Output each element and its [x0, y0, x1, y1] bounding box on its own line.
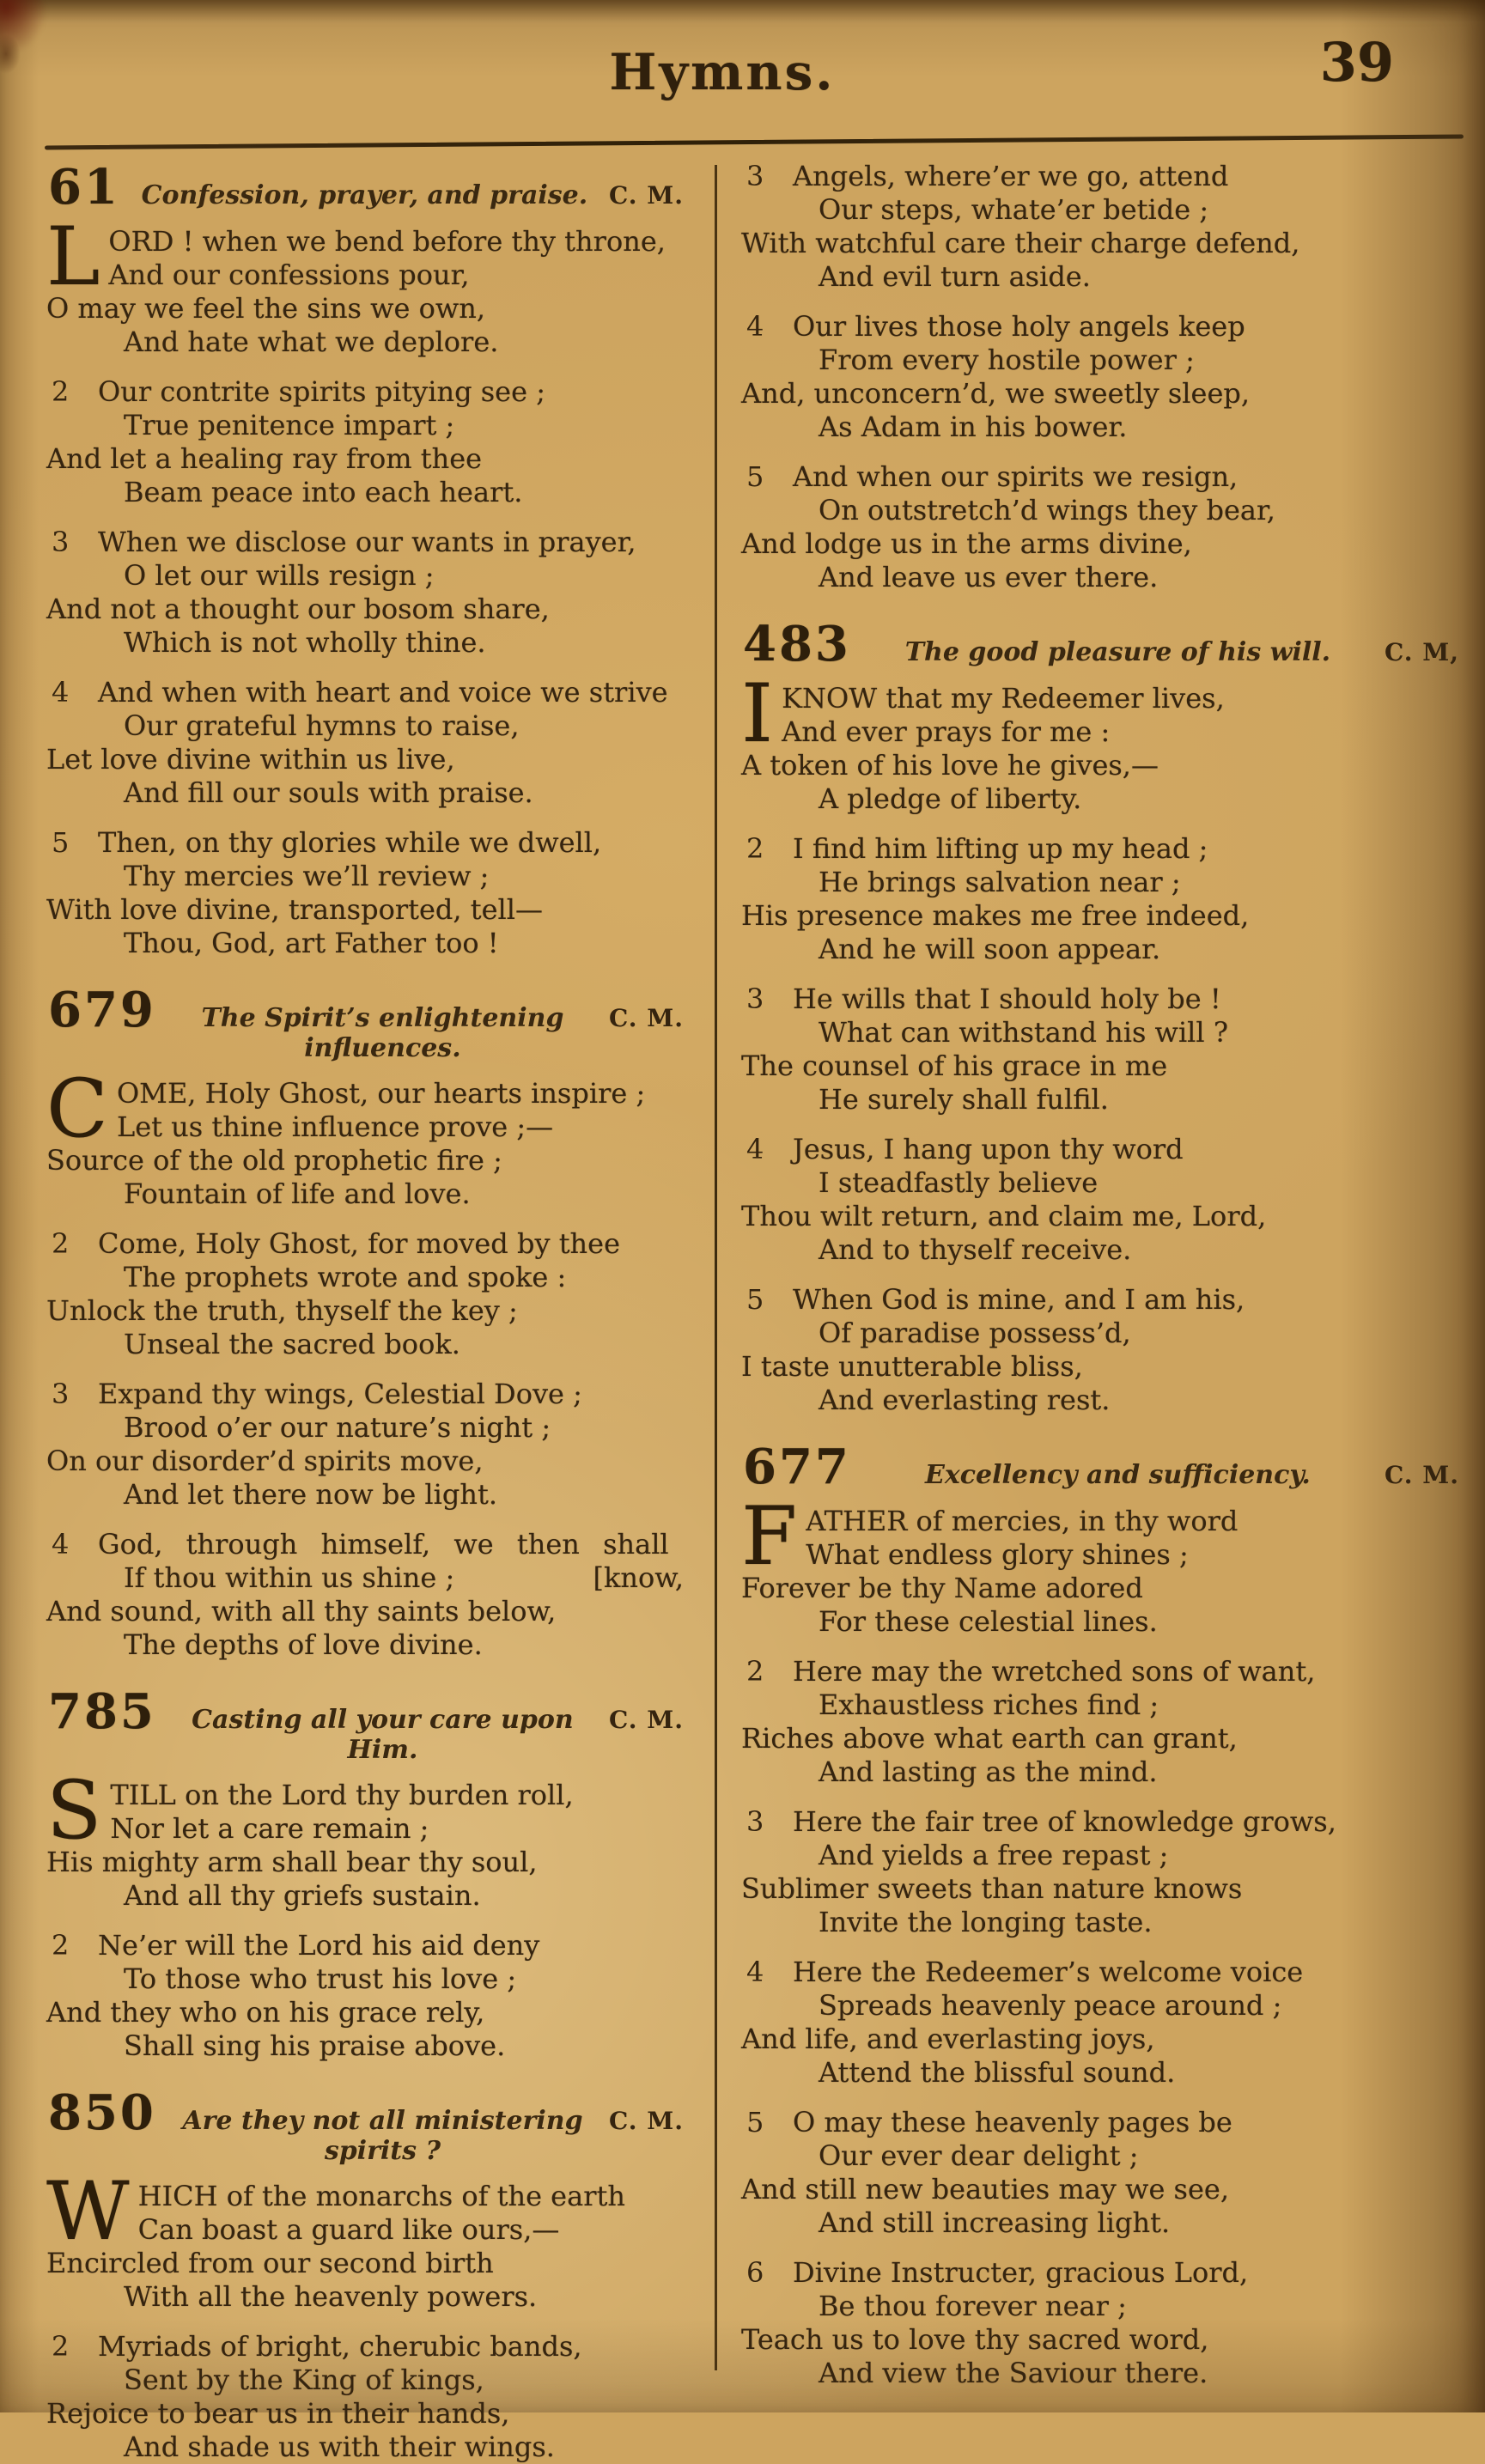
verse-line: And still increasing light.	[819, 2206, 1171, 2239]
verse-line: The depths of love divine.	[124, 1628, 483, 1661]
verse-line: ATHER of mercies, in thy word	[806, 1505, 1239, 1537]
verse-line: God, through himself, we then shall	[98, 1528, 669, 1561]
drop-cap: L	[46, 210, 100, 304]
verse-line: The counsel of his grace in me	[741, 1049, 1168, 1082]
verse-line: Exhaustless riches find ;	[819, 1688, 1159, 1721]
verse-line: Unseal the sacred book.	[124, 1328, 460, 1360]
drop-cap: C	[46, 1062, 108, 1156]
header-rule	[45, 135, 1464, 150]
text-columns	[45, 159, 1463, 2463]
verse-line: A token of his love he gives,—	[741, 749, 1159, 782]
verse	[739, 460, 1463, 594]
verse	[45, 210, 687, 359]
verse-line: OME, Holy Ghost, our hearts inspire ;	[116, 1077, 646, 1110]
verse	[739, 1956, 1463, 2090]
verse	[739, 1133, 1463, 1267]
verse-line: From every hostile power ;	[819, 344, 1195, 376]
verse-line: Invite the longing taste.	[819, 1906, 1153, 1938]
verse	[739, 2256, 1463, 2390]
verse-line: Be thou forever near ;	[819, 2290, 1127, 2322]
verse	[739, 1655, 1463, 1789]
verse-line: Can boast a guard like ours,—	[137, 2213, 560, 2246]
verse-line: And fill our souls with praise.	[124, 776, 533, 809]
drop-cap: I	[741, 667, 774, 761]
hymn-meter: C. M.	[608, 1706, 684, 1734]
verse-line: The prophets wrote and spoke :	[124, 1261, 567, 1293]
verse-number: 4	[746, 1956, 764, 1988]
verse-line: And sound, with all thy saints below,	[46, 1595, 557, 1627]
verse-line: To those who trust his love ;	[124, 1962, 517, 1995]
verse-line: I taste unutterable bliss,	[741, 1350, 1083, 1383]
hymn	[739, 616, 1463, 1417]
verse	[739, 832, 1463, 966]
verse	[45, 676, 687, 810]
hymn-title: Casting all your care upon Him.	[192, 1705, 574, 1765]
verse-number: 5	[746, 1283, 764, 1316]
hymn-number: 483	[743, 616, 851, 672]
verse-line: He brings salvation near ;	[819, 866, 1181, 898]
verse-line: And still new beauties may we see,	[741, 2173, 1230, 2205]
verse-line: Let us thine influence prove ;—	[116, 1110, 554, 1143]
verse-line: Beam peace into each heart.	[124, 476, 523, 508]
hymn	[45, 2084, 687, 2464]
verse-number: 2	[746, 832, 764, 865]
verse-line: Ne’er will the Lord his aid deny	[98, 1929, 540, 1962]
verse-number: 3	[52, 526, 70, 558]
verse-line: And all thy griefs sustain.	[124, 1879, 481, 1912]
verse-line: Shall sing his praise above.	[124, 2029, 506, 2062]
hymn	[45, 1683, 687, 2063]
verse-line: Sublimer sweets than nature knows	[741, 1872, 1243, 1905]
verse-line: With all the heavenly powers.	[124, 2280, 538, 2313]
verse	[45, 2165, 687, 2314]
verse-line: On our disorder’d spirits move,	[46, 1445, 484, 1477]
verse	[45, 1062, 687, 1211]
verse-number: 5	[746, 460, 764, 493]
verse-line: I find him lifting up my head ;	[793, 832, 1208, 865]
verse	[739, 667, 1463, 816]
verse-line: Brood o’er our nature’s night ;	[124, 1411, 551, 1444]
verse-line: Riches above what earth can grant,	[741, 1722, 1238, 1755]
verse-line: On outstretch’d wings they bear,	[819, 494, 1275, 526]
verse-line: TILL on the Lord thy burden roll,	[110, 1779, 574, 1811]
verse-line: With watchful care their charge defend,	[741, 227, 1300, 259]
hymn-title: Are they not all ministering spirits ?	[182, 2106, 583, 2166]
verse-line: Come, Holy Ghost, for moved by thee	[98, 1227, 621, 1260]
verse-line: Source of the old prophetic fire ;	[46, 1144, 502, 1177]
verse-line: Then, on thy glories while we dwell,	[98, 826, 602, 859]
verse	[739, 983, 1463, 1116]
verse	[739, 2106, 1463, 2240]
verse-line: I steadfastly believe	[819, 1166, 1099, 1199]
verse-line: Of paradise possess’d,	[819, 1317, 1131, 1349]
verse-number: 2	[52, 375, 70, 408]
hymn	[739, 1439, 1463, 2390]
verse	[739, 1805, 1463, 1939]
page-number: 39	[1319, 31, 1394, 94]
verse-line: And he will soon appear.	[819, 933, 1161, 965]
verse	[45, 1227, 687, 1361]
hymn-header	[743, 616, 1459, 672]
verse-line: He wills that I should holy be !	[793, 983, 1221, 1015]
verse-line: And hate what we deplore.	[124, 325, 499, 358]
page-header	[47, 31, 1433, 125]
verse	[45, 2330, 687, 2464]
verse-line: ORD ! when we bend before thy throne,	[108, 225, 666, 258]
verse-number: 5	[746, 2106, 764, 2139]
verse-line: And let there now be light.	[124, 1478, 498, 1511]
verse-line: And evil turn aside.	[819, 260, 1091, 293]
verse-line: And when our spirits we resign,	[793, 460, 1239, 493]
verse	[45, 526, 687, 660]
verse-line: And view the Saviour there.	[819, 2357, 1208, 2389]
verse-number: 2	[746, 1655, 764, 1688]
verse-line: KNOW that my Redeemer lives,	[782, 682, 1225, 715]
verse-line: Let love divine within us live,	[46, 743, 455, 776]
hymn-meter: C. M,	[1384, 638, 1459, 666]
verse-line: And everlasting rest.	[819, 1384, 1111, 1416]
verse-number: 4	[746, 310, 764, 343]
verse-line: True penitence impart ;	[124, 409, 455, 441]
verse-line: Thou, God, art Father too !	[124, 927, 499, 959]
left-column	[45, 159, 687, 2463]
drop-cap: W	[46, 2165, 130, 2259]
verse-line: Thy mercies we’ll review ;	[124, 860, 490, 892]
verse-line: Here may the wretched sons of want,	[793, 1655, 1316, 1688]
verse-line: Our lives those holy angels keep	[793, 310, 1245, 343]
verse-line: And lodge us in the arms divine,	[741, 527, 1192, 560]
verse-line: His mighty arm shall bear thy soul,	[46, 1846, 538, 1878]
hymn-meter: C. M.	[1384, 1461, 1459, 1489]
verse-line: And ever prays for me :	[782, 715, 1111, 748]
hymn-meter: C. M.	[608, 181, 684, 210]
hymn-number: 785	[48, 1683, 156, 1740]
verse-number: 2	[52, 1227, 70, 1260]
verse-line: O let our wills resign ;	[124, 559, 435, 592]
verse-number: 4	[746, 1133, 764, 1165]
verse-line: And when with heart and voice we strive	[98, 676, 668, 709]
verse-line: O may we feel the sins we own,	[46, 292, 486, 325]
verse	[45, 826, 687, 960]
hymn	[45, 982, 687, 1662]
verse	[45, 375, 687, 509]
verse-number: 4	[52, 676, 70, 709]
bracket-catchword: [know,	[593, 1561, 684, 1594]
verse-line: Unlock the truth, thyself the key ;	[46, 1294, 518, 1327]
verse	[45, 1764, 687, 1913]
verse-line: And let a healing ray from thee	[46, 442, 483, 475]
verse-number: 2	[52, 2330, 70, 2363]
verse-line: And life, and everlasting joys,	[741, 2023, 1155, 2055]
verse-line: Divine Instructer, gracious Lord,	[793, 2256, 1249, 2289]
verse-line: If thou within us shine ; [know,	[124, 1561, 684, 1594]
verse-line: Here the fair tree of knowledge grows,	[793, 1805, 1336, 1838]
verse-line: What endless glory shines ;	[806, 1538, 1189, 1571]
verse-line: With love divine, transported, tell—	[46, 893, 544, 926]
verse-line: And shade us with their wings.	[124, 2431, 555, 2463]
hymn-title: The Spirit’s enlightening influences.	[201, 1003, 564, 1063]
hymn-header	[743, 1439, 1459, 1495]
hymn-number: 677	[743, 1439, 851, 1495]
hymn	[45, 159, 687, 960]
verse-line: And lasting as the mind.	[819, 1755, 1158, 1788]
verse-line: Myriads of bright, cherubic bands,	[98, 2330, 582, 2363]
hymn-title: Excellency and sufficiency.	[925, 1460, 1311, 1490]
hymn-header	[48, 982, 684, 1063]
verse-line: As Adam in his bower.	[819, 411, 1128, 443]
verse-line: And to thyself receive.	[819, 1233, 1132, 1266]
hymn-title: The good pleasure of his will.	[904, 637, 1331, 667]
verse-line: Fountain of life and love.	[124, 1177, 471, 1210]
verse-line: HICH of the monarchs of the earth	[137, 2180, 625, 2212]
right-column	[739, 160, 1463, 2395]
verse-line: Which is not wholly thine.	[124, 626, 486, 659]
verse-line: What can withstand his will ?	[819, 1016, 1228, 1049]
verse-number: 3	[52, 1378, 70, 1410]
verse	[739, 310, 1463, 444]
verse-line: Jesus, I hang upon thy word	[793, 1133, 1184, 1165]
hymn-number: 850	[48, 2084, 156, 2141]
verse-line: And not a thought our bosom share,	[46, 593, 550, 625]
hymn-number: 61	[48, 159, 120, 216]
verse-number: 2	[52, 1929, 70, 1962]
verse-line: For these celestial lines.	[819, 1605, 1158, 1638]
hymn-number: 679	[48, 982, 156, 1038]
verse-line: Forever be thy Name adored	[741, 1572, 1143, 1604]
verse-line: Attend the blissful sound.	[819, 2056, 1176, 2089]
verse-line: His presence makes me free indeed,	[741, 899, 1250, 932]
verse-line: Thou wilt return, and claim me, Lord,	[741, 1200, 1267, 1232]
verse-line: Nor let a care remain ;	[110, 1812, 429, 1845]
verse-line: O may these heavenly pages be	[793, 2106, 1232, 2139]
hymn-continuation	[739, 160, 1463, 594]
verse-number: 3	[746, 983, 764, 1015]
hymn-meter: C. M.	[608, 2107, 684, 2135]
verse-line: A pledge of liberty.	[819, 782, 1082, 815]
verse	[739, 1283, 1463, 1417]
verse-line: Our contrite spirits pitying see ;	[98, 375, 545, 408]
verse	[45, 1929, 687, 2063]
hymn-header	[48, 1683, 684, 1765]
hymn-title: Confession, prayer, and praise.	[141, 180, 588, 210]
verse-line: When we disclose our wants in prayer,	[98, 526, 636, 558]
verse-line: Spreads heavenly peace around ;	[819, 1989, 1282, 2022]
verse-line: Angels, where’er we go, attend	[793, 160, 1229, 192]
verse	[45, 1528, 687, 1662]
verse-line: Encircled from our second birth	[46, 2247, 494, 2279]
verse	[739, 1490, 1463, 1639]
verse-number: 5	[52, 826, 70, 859]
verse-line: And our confessions pour,	[108, 259, 470, 291]
verse-line: Rejoice to bear us in their hands,	[46, 2397, 510, 2430]
running-title: Hymns.	[609, 43, 836, 101]
drop-cap: S	[46, 1764, 102, 1858]
verse-line: Expand thy wings, Celestial Dove ;	[98, 1378, 582, 1410]
hymn-meter: C. M.	[608, 1004, 684, 1032]
verse-line: He surely shall fulfil.	[819, 1083, 1109, 1116]
verse-line: When God is mine, and I am his,	[793, 1283, 1245, 1316]
verse-number: 3	[746, 1805, 764, 1838]
verse-line: Our grateful hymns to raise,	[124, 709, 520, 742]
column-divider	[715, 165, 717, 2370]
verse-line: Teach us to love thy sacred word,	[741, 2323, 1209, 2356]
verse	[739, 160, 1463, 294]
hymn-header	[48, 159, 684, 216]
verse-number: 4	[52, 1528, 70, 1561]
verse	[45, 1378, 687, 1512]
verse-line: Our steps, whate’er betide ;	[819, 193, 1209, 226]
hymn-header	[48, 2084, 684, 2166]
verse-line: And leave us ever there.	[819, 561, 1159, 593]
verse-line: Sent by the King of kings,	[124, 2364, 484, 2396]
verse-line: And, unconcern’d, we sweetly sleep,	[741, 377, 1251, 410]
verse-number: 6	[746, 2256, 764, 2289]
verse-line: Here the Redeemer’s welcome voice	[793, 1956, 1304, 1988]
drop-cap: F	[741, 1490, 798, 1584]
verse-line: And yields a free repast ;	[819, 1839, 1169, 1871]
verse-number: 3	[746, 160, 764, 192]
verse-line: Our ever dear delight ;	[819, 2139, 1139, 2172]
verse-line: And they who on his grace rely,	[46, 1996, 485, 2029]
